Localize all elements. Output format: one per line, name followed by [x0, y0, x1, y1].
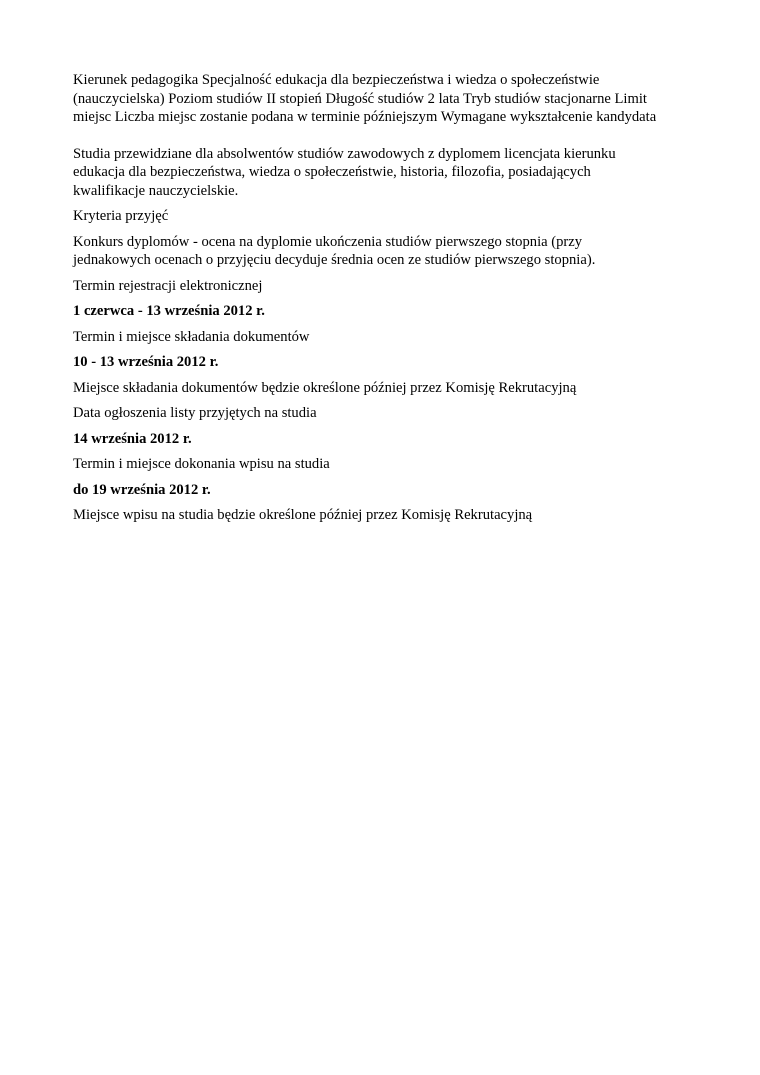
announcement-date: 14 września 2012 r. — [73, 430, 192, 447]
enrollment-note: Miejsce wpisu na studia będzie określone później przez Komisję Rekrutacyjną — [73, 507, 533, 523]
documents-date: 10 - 13 września 2012 r. — [73, 354, 219, 370]
registration-label: Termin rejestracji elektronicznej — [73, 277, 263, 294]
enrollment-label: Termin i miejsce dokonania wpisu na studia — [73, 456, 330, 472]
program-description — [73, 71, 693, 127]
program-description-line: (nauczycielska) Poziom studiów II stopień Długość studiów 2 lata Tryb studiów stacjonarne Limit — [73, 90, 647, 107]
program-description-line: Kierunek pedagogika Specjalność edukacja dla bezpieczeństwa i wiedza o społeczeństwie — [73, 72, 600, 88]
criteria-line: Konkurs dyplomów - ocena na dyplomie ukończenia studiów pierwszego stopnia (przy — [73, 233, 583, 250]
eligibility-line: edukacja dla bezpieczeństwa, wiedza o społeczeństwie, historia, filozofia, posiadających — [73, 164, 591, 180]
eligibility-line: Studia przewidziane dla absolwentów studiów zawodowych z dyplomem licencjata kierunku — [73, 145, 616, 162]
document-page — [73, 71, 693, 532]
criteria-line: jednakowych ocenach o przyjęciu decyduje średnia ocen ze studiów pierwszego stopnia). — [73, 252, 596, 268]
program-description-line: miejsc Liczba miejsc zostanie podana w terminie późniejszym Wymagane wykształcenie kandydata — [73, 109, 657, 125]
eligibility-paragraph — [73, 145, 693, 201]
eligibility-line: kwalifikacje nauczycielskie. — [73, 182, 239, 199]
documents-label: Termin i miejsce składania dokumentów — [73, 328, 310, 345]
registration-date: 1 czerwca - 13 września 2012 r. — [73, 303, 265, 319]
documents-note: Miejsce składania dokumentów będzie określone później przez Komisję Rekrutacyjną — [73, 379, 577, 396]
criteria-heading: Kryteria przyjęć — [73, 208, 169, 224]
enrollment-date: do 19 września 2012 r. — [73, 481, 211, 498]
criteria-paragraph — [73, 233, 693, 270]
announcement-label: Data ogłoszenia listy przyjętych na studia — [73, 405, 317, 421]
